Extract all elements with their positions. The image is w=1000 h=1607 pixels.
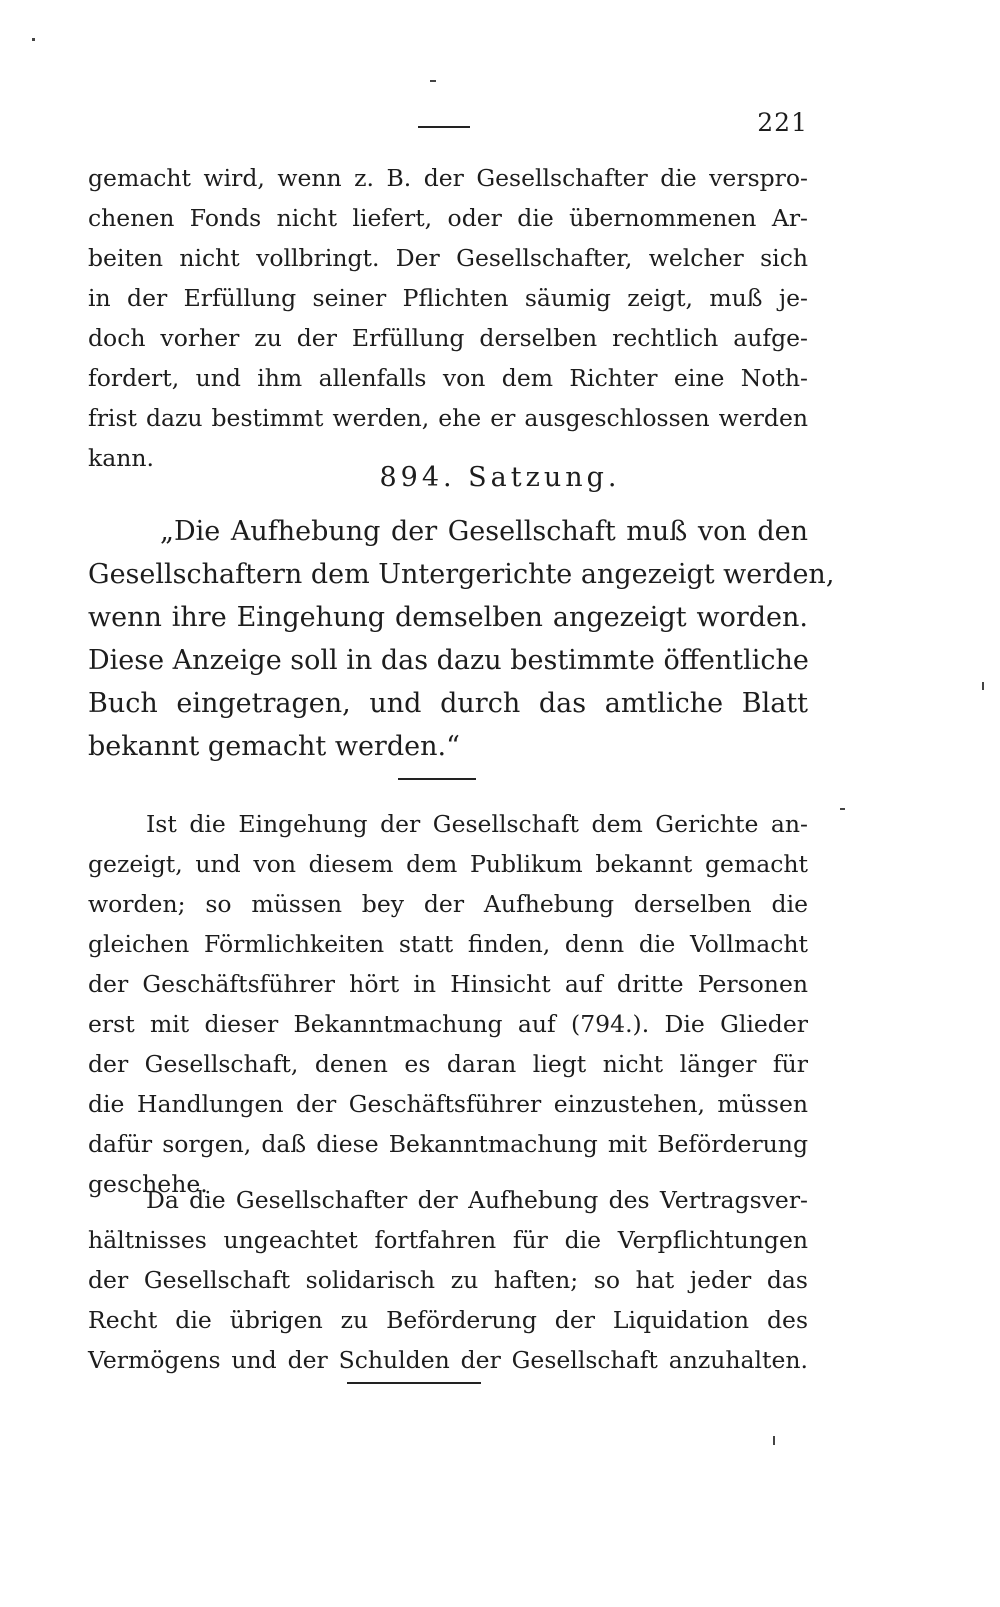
page-header — [88, 108, 808, 142]
text-line: worden; so müssen bey der Aufhebung derselben die — [88, 890, 808, 918]
closing-divider — [347, 1382, 481, 1384]
text-line: der Gesellschaft, denen es daran liegt nicht länger für — [88, 1050, 808, 1078]
quote-line: wenn ihre Eingehung demselben angezeigt worden. — [88, 602, 808, 633]
text-line: die Handlungen der Geschäftsführer einzustehen, müssen — [88, 1090, 808, 1118]
text-line: Recht die übrigen zu Beförderung der Liquidation des — [88, 1306, 808, 1334]
text-line: Vermögens und der Schulden der Gesellschaft anzuhalten. — [88, 1346, 808, 1374]
text-line: der Geschäftsführer hört in Hinsicht auf dritte Personen — [88, 970, 808, 998]
paragraph-3 — [88, 1180, 808, 1380]
paper-speck — [840, 808, 845, 810]
section-heading: 894. Satzung. — [379, 462, 621, 493]
paragraph-2 — [88, 804, 808, 1204]
text-line: in der Erfüllung seiner Pflichten säumig zeigt, muß je- — [88, 284, 808, 312]
text-line: doch vorher zu der Erfüllung derselben rechtlich aufge- — [88, 324, 808, 352]
text-line: der Gesellschaft solidarisch zu haften; so hat jeder das — [88, 1266, 808, 1294]
quote-line: Buch eingetragen, und durch das amtliche Blatt — [88, 688, 808, 719]
header-rule — [418, 126, 470, 128]
text-line: Ist die Eingehung der Gesellschaft dem Gerichte an- — [146, 810, 808, 838]
text-line: gemacht wird, wenn z. B. der Gesellschafter die verspro- — [88, 164, 808, 192]
quote-line: „Die Aufhebung der Gesellschaft muß von den — [160, 516, 808, 547]
text-line: dafür sorgen, daß diese Bekanntmachung mit Beförderung — [88, 1130, 808, 1158]
text-line: gleichen Förmlichkeiten statt finden, denn die Vollmacht — [88, 930, 808, 958]
quote-line: bekannt gemacht werden.“ — [88, 731, 460, 762]
page-number: 221 — [757, 108, 808, 137]
section-divider — [398, 778, 476, 780]
text-line: fordert, und ihm allenfalls von dem Richter eine Noth- — [88, 364, 808, 392]
text-line: kann. — [88, 444, 154, 472]
paper-speck — [430, 80, 436, 82]
text-line: geschehe. — [88, 1170, 208, 1198]
text-line: beiten nicht vollbringt. Der Gesellschafter, welcher sich — [88, 244, 808, 272]
text-line: chenen Fonds nicht liefert, oder die übernommenen Ar- — [88, 204, 808, 232]
quote-line: Gesellschaftern dem Untergerichte angezeigt werden, — [88, 559, 835, 590]
statute-quote — [88, 510, 835, 768]
paper-speck — [32, 38, 35, 41]
text-line: gezeigt, und von diesem dem Publikum bekannt gemacht — [88, 850, 808, 878]
text-line: erst mit dieser Bekanntmachung auf (794.). Die Glieder — [88, 1010, 808, 1038]
quote-line: Diese Anzeige soll in das dazu bestimmte öffentliche — [88, 645, 809, 676]
text-line: frist dazu bestimmt werden, ehe er ausgeschlossen werden — [88, 404, 808, 432]
text-line: Da die Gesellschafter der Aufhebung des Vertragsver- — [146, 1186, 808, 1214]
paper-speck — [773, 1436, 775, 1445]
paragraph-1 — [88, 158, 808, 478]
text-line: hältnisses ungeachtet fortfahren für die Verpflichtungen — [88, 1226, 808, 1254]
paper-speck — [982, 682, 984, 690]
